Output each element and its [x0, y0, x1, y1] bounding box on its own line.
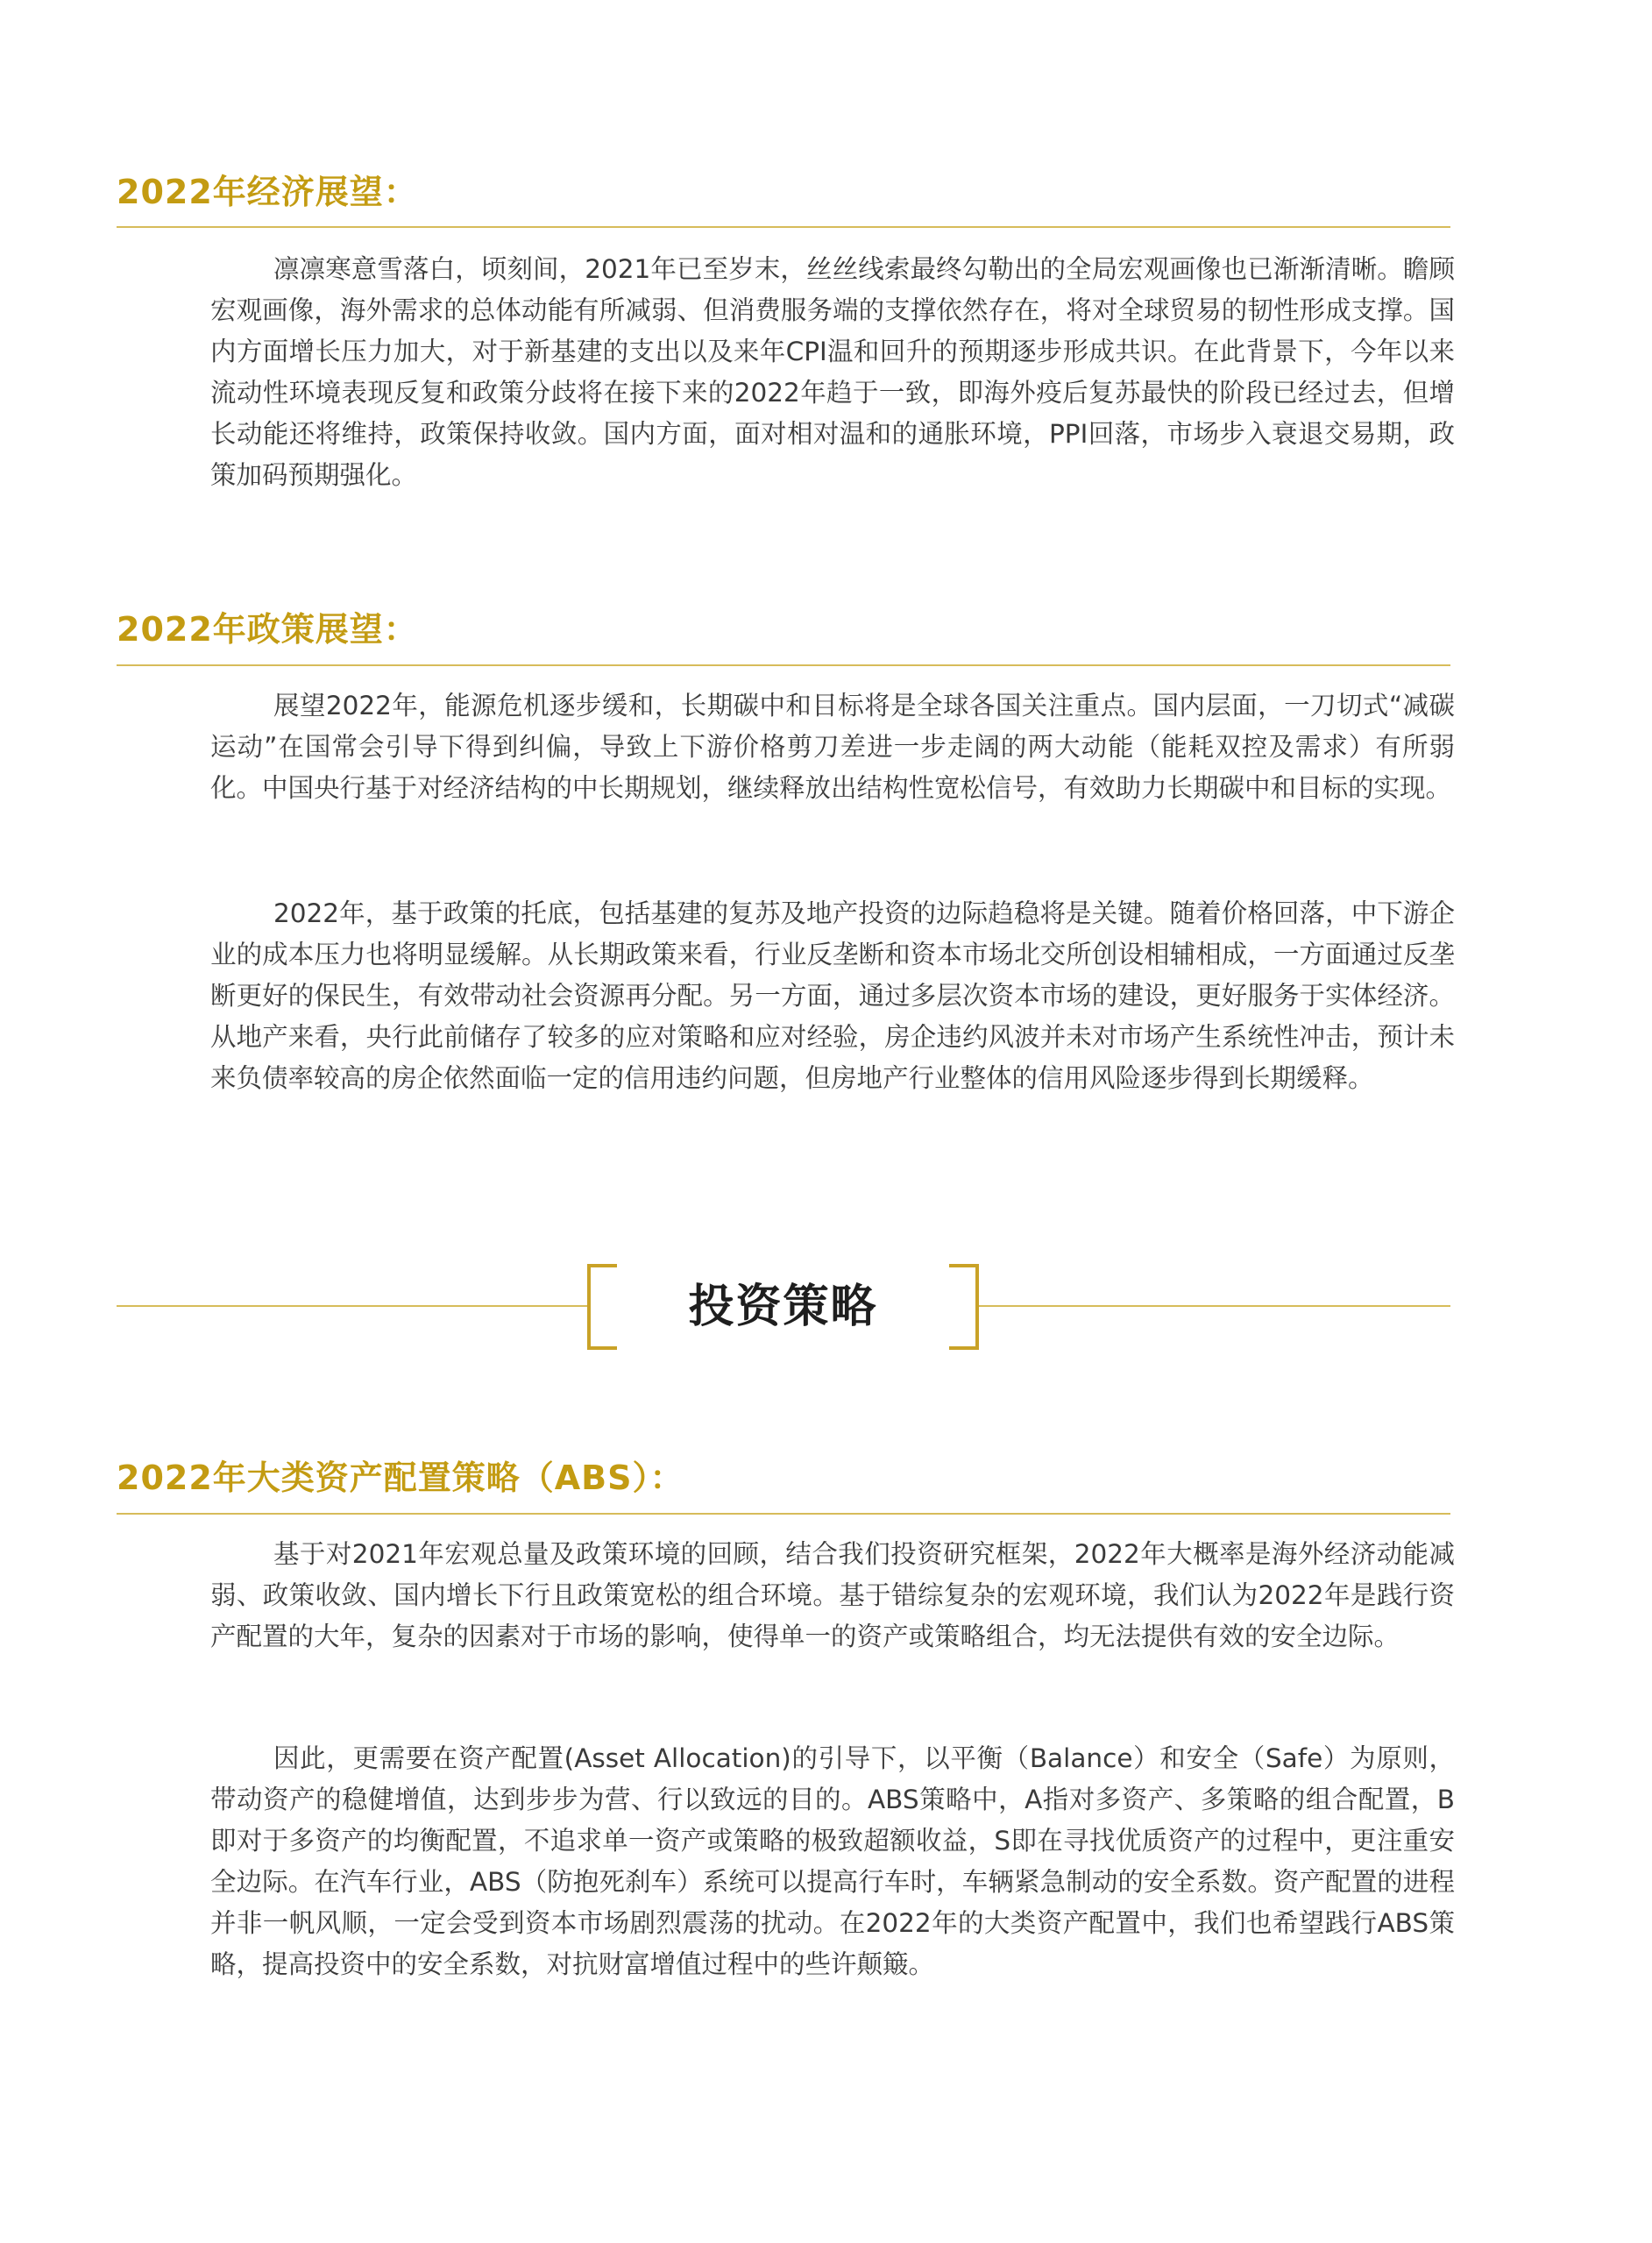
abs-strategy-title: 2022年大类资产配置策略（ABS）：	[117, 1459, 684, 1497]
economy-paragraph-1: 凛凛寒意雪落白，顷刻间，2021年已至岁末，丝丝线索最终勾勒出的全局宏观画像也已渐渐清晰。瞻顾宏观画像，海外需求的总体动能有所减弱、但消费服务端的支撑依然存在，将对全球贸易的韧性形成支撑。国内方面增长压力加大，对于新基建的支出以及来年CPI温和回升的预期逐步形成共识。在此背景下，今年以来流动性环境表现反复和政策分歧将在接下来的2022年趋于一致，即海外疫后复苏最快的阶段已经过去，但增长动能还将维持，政策保持收敛。国内方面，面对相对温和的通胀环境，PPI回落，市场步入衰退交易期，政策加码预期强化。	[210, 254, 1455, 490]
policy-title-divider	[117, 664, 1450, 666]
strategy-banner-left-line	[117, 1305, 587, 1307]
investment-strategy-heading: 投资策略	[688, 1281, 878, 1333]
economy-title-divider	[117, 226, 1450, 228]
policy-outlook-title: 2022年政策展望：	[117, 610, 418, 649]
strategy-banner-right-bracket	[949, 1264, 979, 1350]
abs-title-divider	[117, 1513, 1450, 1515]
policy-paragraph-1: 展望2022年，能源危机逐步缓和，长期碳中和目标将是全球各国关注重点。国内层面，一刀切式“减碳运动”在国常会引导下得到纠偏，导致上下游价格剪刀差进一步走阔的两大动能（能耗双控及需求）有所弱化。中国央行基于对经济结构的中长期规划，继续释放出结构性宽松信号，有效助力长期碳中和目标的实现。	[210, 691, 1455, 803]
strategy-banner-left-bracket	[587, 1264, 617, 1350]
policy-paragraph-2: 2022年，基于政策的托底，包括基建的复苏及地产投资的边际趋稳将是关键。随着价格回落，中下游企业的成本压力也将明显缓解。从长期政策来看，行业反垄断和资本市场北交所创设相辅相成，一方面通过反垄断更好的保民生，有效带动社会资源再分配。另一方面，通过多层次资本市场的建设，更好服务于实体经济。从地产来看，央行此前储存了较多的应对策略和应对经验，房企违约风波并未对市场产生系统性冲击，预计未来负债率较高的房企依然面临一定的信用违约问题，但房地产行业整体的信用风险逐步得到长期缓释。	[210, 898, 1455, 1093]
strategy-banner-right-line	[979, 1305, 1450, 1307]
abs-paragraph-2: 因此，更需要在资产配置(Asset Allocation)的引导下，以平衡（Balance）和安全（Safe）为原则，带动资产的稳健增值，达到步步为营、行以致远的目的。ABS策略中，A指对多资产、多策略的组合配置，B即对于多资产的均衡配置，不追求单一资产或策略的极致超额收益，S即在寻找优质资产的过程中，更注重安全边际。在汽车行业，ABS（防抱死刹车）系统可以提高行车时，车辆紧急制动的安全系数。资产配置的进程并非一帆风顺，一定会受到资本市场剧烈震荡的扰动。在2022年的大类资产配置中，我们也希望践行ABS策略，提高投资中的安全系数，对抗财富增值过程中的些许颠簸。	[210, 1743, 1455, 1979]
economy-outlook-title: 2022年经济展望：	[117, 173, 418, 211]
abs-paragraph-1: 基于对2021年宏观总量及政策环境的回顾，结合我们投资研究框架，2022年大概率是海外经济动能减弱、政策收敛、国内增长下行且政策宽松的组合环境。基于错综复杂的宏观环境，我们认为2022年是践行资产配置的大年，复杂的因素对于市场的影响，使得单一的资产或策略组合，均无法提供有效的安全边际。	[210, 1539, 1455, 1651]
